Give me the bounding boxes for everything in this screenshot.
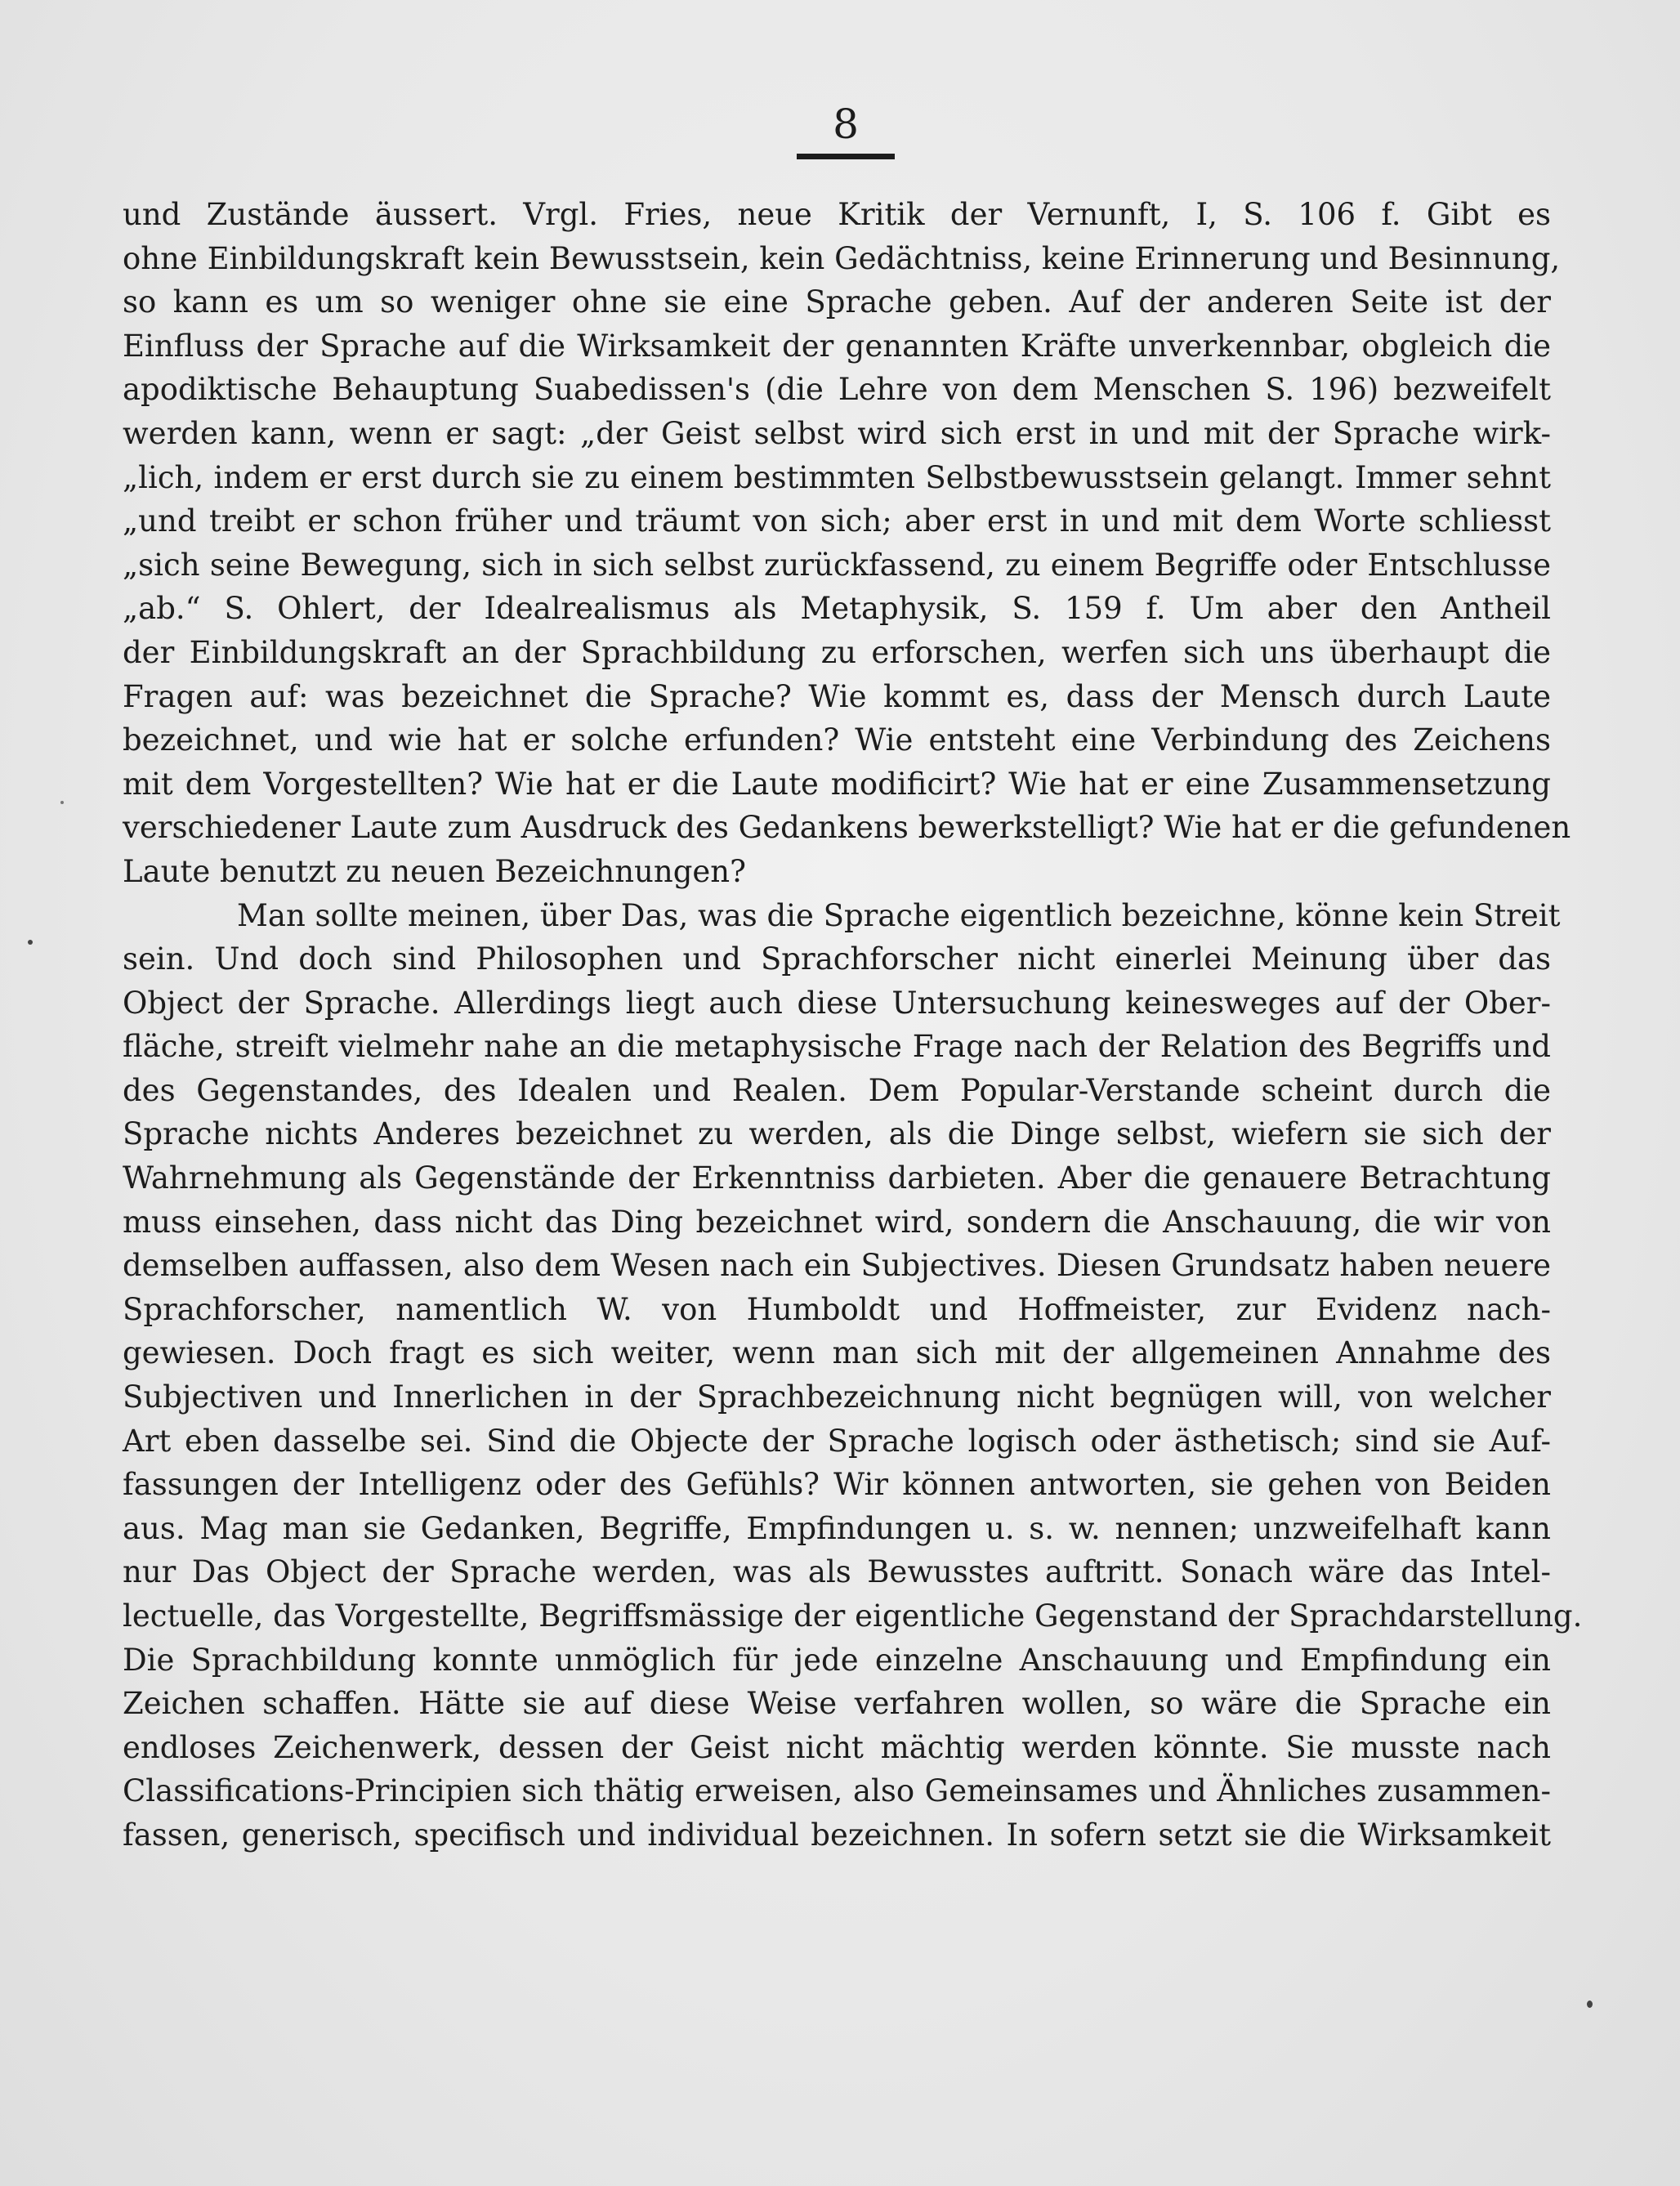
page-number: 8	[797, 100, 895, 159]
text-line: fassungen der Intelligenz oder des Gefühls? Wir können antworten, sie gehen von Beiden	[123, 1467, 1551, 1503]
text-line: „und treibt er schon früher und träumt von sich; aber erst in und mit dem Worte schliesst	[123, 503, 1551, 539]
paper-speck	[28, 940, 33, 945]
text-line: demselben auffassen, also dem Wesen nach ein Subjectives. Diesen Grundsatz haben neuere	[123, 1248, 1551, 1284]
text-line: Die Sprachbildung konnte unmöglich für jede einzelne Anschauung und Empfindung ein	[123, 1642, 1551, 1678]
text-line: Einfluss der Sprache auf die Wirksamkeit der genannten Kräfte unverkennbar, obgleich die	[123, 328, 1551, 364]
text-line: muss einsehen, dass nicht das Ding bezeichnet wird, sondern die Anschauung, die wir von	[123, 1204, 1551, 1240]
text-line: Classifications-Principien sich thätig erweisen, also Gemeinsames und Ähnliches zusammen-	[123, 1773, 1551, 1809]
text-line: sein. Und doch sind Philosophen und Sprachforscher nicht einerlei Meinung über das	[123, 941, 1551, 977]
text-line: verschiedener Laute zum Ausdruck des Gedankens bewerkstelligt? Wie hat er die gefundenen	[123, 810, 1571, 846]
text-line: bezeichnet, und wie hat er solche erfunden? Wie entsteht eine Verbindung des Zeichens	[123, 722, 1551, 758]
text-line: des Gegenstandes, des Idealen und Realen. Dem Popular-Verstande scheint durch die	[123, 1072, 1551, 1108]
page-header	[0, 100, 1680, 159]
text-line: der Einbildungskraft an der Sprachbildung zu erforschen, werfen sich uns überhaupt die	[123, 634, 1551, 670]
text-line: Fragen auf: was bezeichnet die Sprache? Wie kommt es, dass der Mensch durch Laute	[123, 678, 1551, 714]
text-line: werden kann, wenn er sagt: „der Geist selbst wird sich erst in und mit der Sprache wirk-	[123, 415, 1551, 451]
text-line: mit dem Vorgestellten? Wie hat er die Laute modificirt? Wie hat er eine Zusammensetzung	[123, 766, 1551, 802]
text-line: endloses Zeichenwerk, dessen der Geist nicht mächtig werden könnte. Sie musste nach	[123, 1729, 1551, 1765]
text-line: fläche, streift vielmehr nahe an die metaphysische Frage nach der Relation des Begriffs und	[123, 1029, 1551, 1065]
text-line: nur Das Object der Sprache werden, was als Bewusstes auftritt. Sonach wäre das Intel-	[123, 1554, 1551, 1590]
text-line: aus. Mag man sie Gedanken, Begriffe, Empfindungen u. s. w. nennen; unzweifelhaft kann	[123, 1510, 1551, 1546]
text-line: apodiktische Behauptung Suabedissen's (die Lehre von dem Menschen S. 196) bezweifelt	[123, 372, 1551, 408]
text-line: „ab.“ S. Ohlert, der Idealrealismus als Metaphysik, S. 159 f. Um aber den Antheil	[123, 591, 1551, 627]
body-text	[123, 193, 1583, 1857]
paper-speck	[1587, 2000, 1593, 2008]
text-line: „sich seine Bewegung, sich in sich selbst zurückfassend, zu einem Begriffe oder Entschlusse	[123, 547, 1551, 583]
text-line: Sprache nichts Anderes bezeichnet zu werden, als die Dinge selbst, wiefern sie sich der	[123, 1116, 1551, 1152]
text-line: Wahrnehmung als Gegenstände der Erkenntniss darbieten. Aber die genauere Betrachtung	[123, 1160, 1551, 1196]
text-line: und Zustände äussert. Vrgl. Fries, neue Kritik der Vernunft, I, S. 106 f. Gibt es	[123, 197, 1551, 232]
text-line: gewiesen. Doch fragt es sich weiter, wenn man sich mit der allgemeinen Annahme des	[123, 1335, 1551, 1371]
text-line: so kann es um so weniger ohne sie eine Sprache geben. Auf der anderen Seite ist der	[123, 284, 1551, 320]
text-line: Object der Sprache. Allerdings liegt auch diese Untersuchung keinesweges auf der Ober-	[123, 985, 1551, 1021]
text-line: Laute benutzt zu neuen Bezeichnungen?	[123, 853, 746, 889]
text-line: Zeichen schaffen. Hätte sie auf diese Weise verfahren wollen, so wäre die Sprache ein	[123, 1686, 1551, 1722]
text-line: „lich, indem er erst durch sie zu einem bestimmten Selbstbewusstsein gelangt. Immer sehnt	[123, 459, 1551, 495]
paper-speck	[60, 801, 64, 804]
text-line: Subjectiven und Innerlichen in der Sprachbezeichnung nicht begnügen will, von welcher	[123, 1379, 1551, 1415]
text-line: Art eben dasselbe sei. Sind die Objecte der Sprache logisch oder ästhetisch; sind sie Auf-	[123, 1423, 1551, 1459]
text-line: fassen, generisch, specifisch und individual bezeichnen. In sofern setzt sie die Wirksamkeit	[123, 1817, 1551, 1853]
text-line: ohne Einbildungskraft kein Bewusstsein, kein Gedächtniss, keine Erinnerung und Besinnung,	[123, 240, 1561, 276]
text-line: Sprachforscher, namentlich W. von Humboldt und Hoffmeister, zur Evidenz nach-	[123, 1291, 1551, 1327]
paragraph-start-line: Man sollte meinen, über Das, was die Sprache eigentlich bezeichne, könne kein Streit	[237, 897, 1561, 933]
text-line: lectuelle, das Vorgestellte, Begriffsmässige der eigentliche Gegenstand der Sprachdarstellung.	[123, 1598, 1583, 1634]
